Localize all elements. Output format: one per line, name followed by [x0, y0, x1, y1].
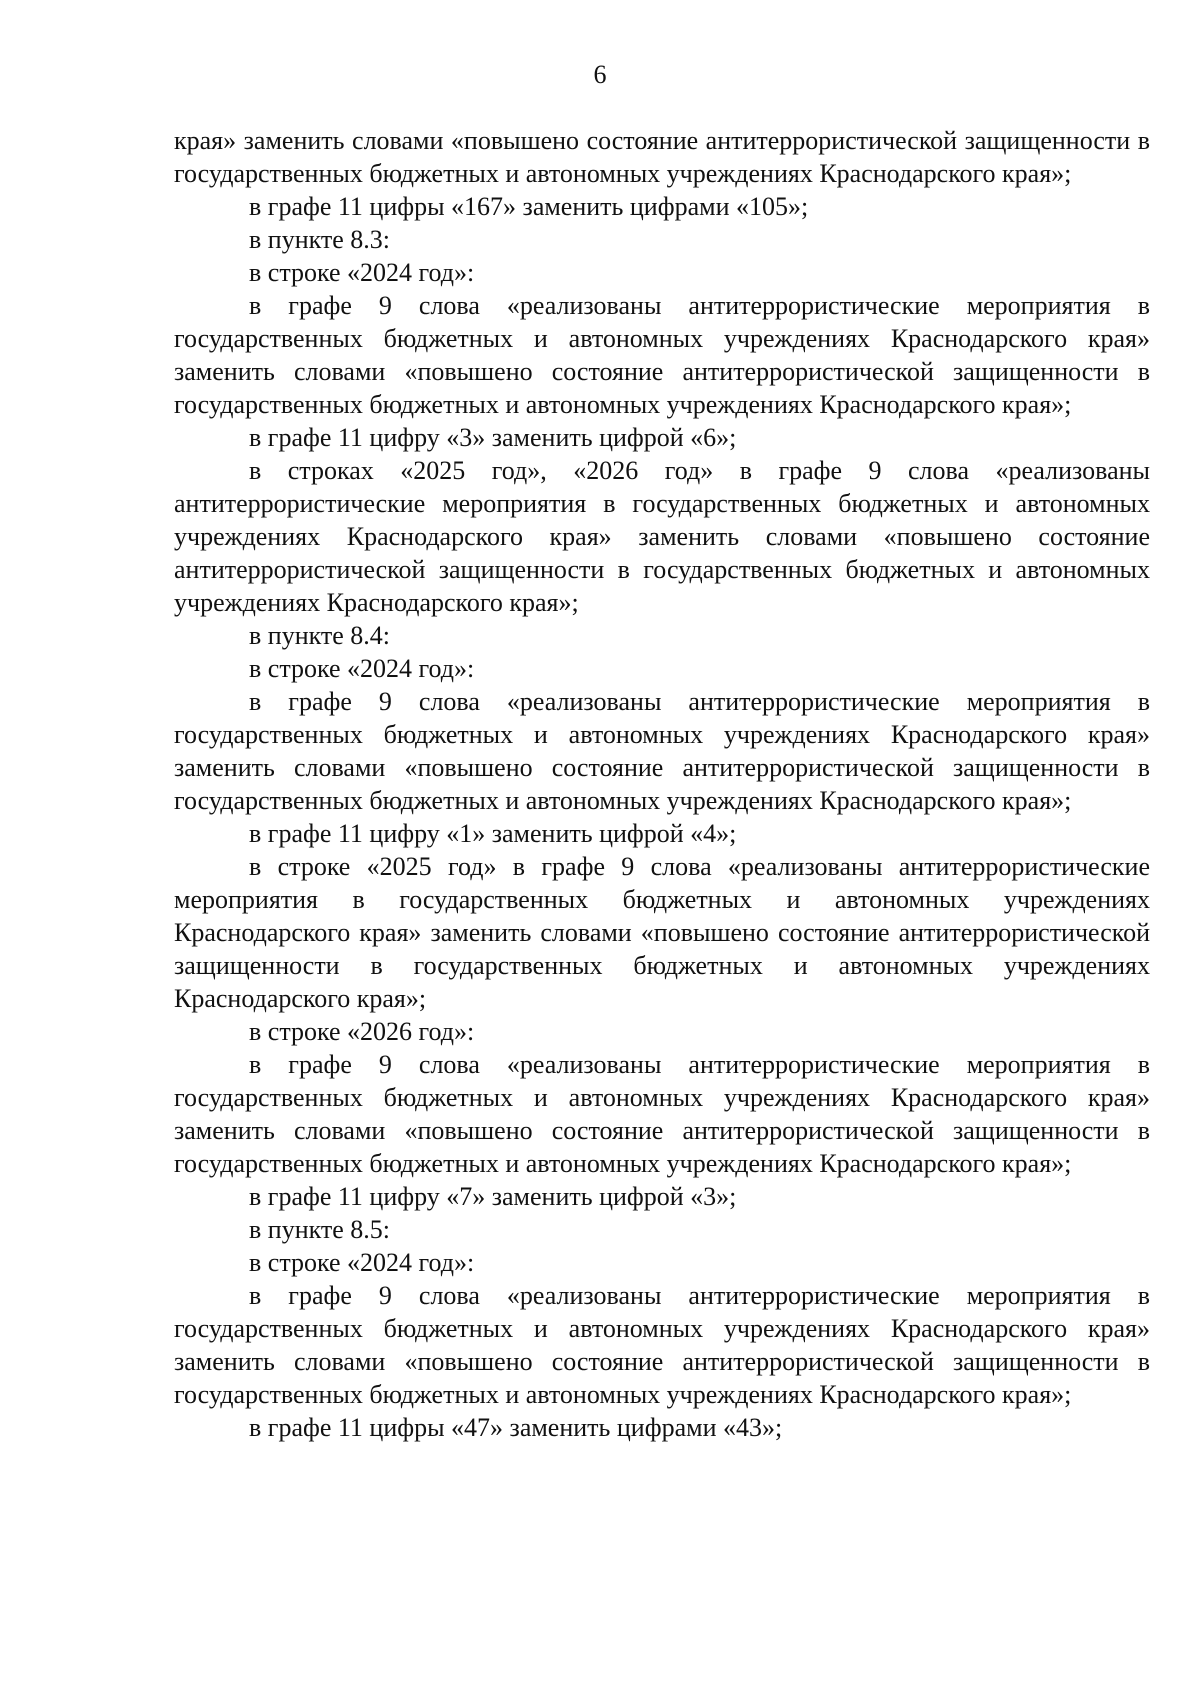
body-paragraph: в графе 9 слова «реализованы антитеррористические мероприятия в государственных бюджетных и автономных учреждениях Краснодарского края» заменить словами «повышено состояние антитеррористической защищенности в государственных бюджетных и автономных учреждениях Краснодарского края»; — [174, 687, 1150, 815]
body-paragraph: в графе 9 слова «реализованы антитеррористические мероприятия в государственных бюджетных и автономных учреждениях Краснодарского края» заменить словами «повышено состояние антитеррористической защищенности в государственных бюджетных и автономных учреждениях Краснодарского края»; — [174, 1050, 1150, 1178]
page-number: 6 — [593, 60, 607, 89]
body-paragraph: в графе 11 цифры «47» заменить цифрами «43»; — [249, 1413, 783, 1442]
body-paragraph: в графе 11 цифру «1» заменить цифрой «4»; — [249, 819, 737, 848]
body-paragraph: в графе 11 цифры «167» заменить цифрами «105»; — [249, 192, 809, 221]
body-paragraph: в строках «2025 год», «2026 год» в графе 9 слова «реализованы антитеррористические мероприятия в государственных бюджетных и автономных учреждениях Краснодарского края» заменить словами «повышено состояние антитеррористической защищенности в государственных бюджетных и автономных учреждениях Краснодарского края»; — [174, 456, 1150, 617]
body-paragraph: края» заменить словами «повышено состояние антитеррористической защищенности в государственных бюджетных и автономных учреждениях Краснодарского края»; — [174, 126, 1150, 188]
body-paragraph: в графе 9 слова «реализованы антитеррористические мероприятия в государственных бюджетных и автономных учреждениях Краснодарского края» заменить словами «повышено состояние антитеррористической защищенности в государственных бюджетных и автономных учреждениях Краснодарского края»; — [174, 1281, 1150, 1409]
body-paragraph: в строке «2024 год»: — [249, 1248, 475, 1277]
body-paragraph: в строке «2024 год»: — [249, 654, 475, 683]
body-paragraph: в графе 9 слова «реализованы антитеррористические мероприятия в государственных бюджетных и автономных учреждениях Краснодарского края» заменить словами «повышено состояние антитеррористической защищенности в государственных бюджетных и автономных учреждениях Краснодарского края»; — [174, 291, 1150, 419]
body-paragraph: в пункте 8.5: — [249, 1215, 391, 1244]
body-paragraph: в строке «2024 год»: — [249, 258, 475, 287]
body-paragraph: в строке «2025 год» в графе 9 слова «реализованы антитеррористические мероприятия в государственных бюджетных и автономных учреждениях Краснодарского края» заменить словами «повышено состояние антитеррористической защищенности в государственных бюджетных и автономных учреждениях Краснодарского края»; — [174, 852, 1150, 1013]
body-paragraph: в графе 11 цифру «7» заменить цифрой «3»; — [249, 1182, 737, 1211]
body-paragraph: в пункте 8.3: — [249, 225, 391, 254]
document-body — [174, 124, 1150, 1444]
body-paragraph: в строке «2026 год»: — [249, 1017, 475, 1046]
body-paragraph: в пункте 8.4: — [249, 621, 391, 650]
body-paragraph: в графе 11 цифру «3» заменить цифрой «6»; — [249, 423, 737, 452]
